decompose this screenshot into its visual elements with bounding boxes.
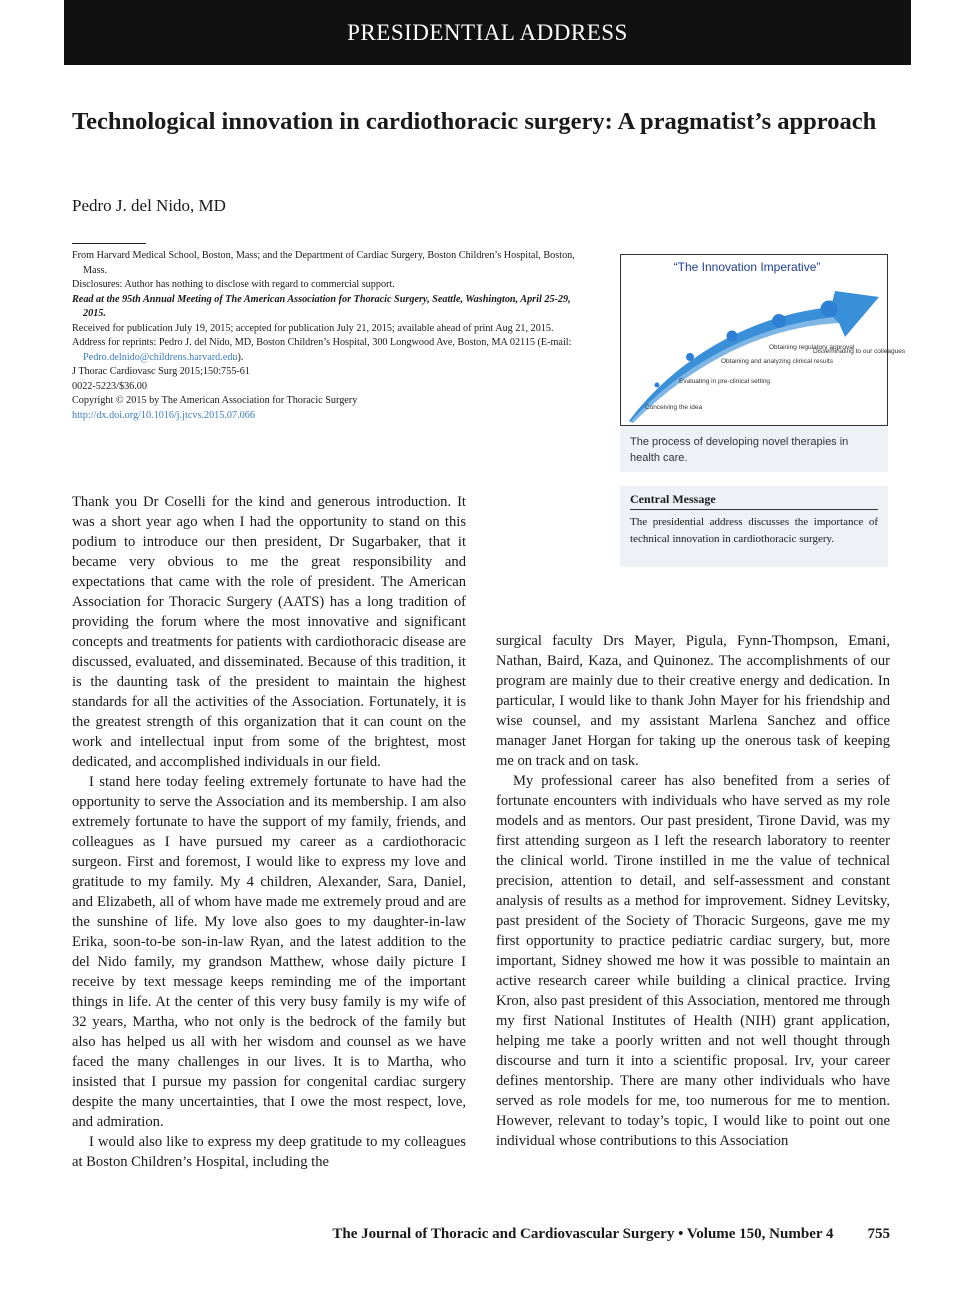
doi-link[interactable]: http://dx.doi.org/10.1016/j.jtcvs.2015.07.066 bbox=[72, 409, 255, 421]
stage-dot-1 bbox=[655, 383, 660, 388]
stage-dot-3 bbox=[727, 331, 738, 342]
footnotes bbox=[72, 249, 595, 423]
paragraph: I would also like to express my deep gratitude to my colleagues at Boston Children’s Hospital, including the bbox=[72, 1134, 466, 1170]
author-name: Pedro J. del Nido, MD bbox=[72, 196, 226, 215]
footnote-copyright: Copyright © 2015 by The American Association for Thoracic Surgery bbox=[72, 395, 358, 406]
footnote-disclosures: Disclosures: Author has nothing to disclose with regard to commercial support. bbox=[72, 279, 395, 290]
footnote-citation: J Thorac Cardiovasc Surg 2015;150:755-61 bbox=[72, 366, 250, 377]
section-label: PRESIDENTIAL ADDRESS bbox=[347, 19, 628, 45]
article-title: Technological innovation in cardiothoracic surgery: A pragmatist’s approach bbox=[72, 108, 877, 135]
central-message-body: The presidential address discusses the importance of technical innovation in cardiothoracic surgery. bbox=[630, 516, 878, 545]
stage-dot-5 bbox=[821, 301, 838, 318]
footnote-received: Received for publication July 19, 2015; accepted for publication July 21, 2015; available ahead of print Aug 21, 2015. bbox=[72, 322, 554, 334]
figure-title: “The Innovation Imperative” bbox=[673, 260, 821, 274]
paragraph: Thank you Dr Coselli for the kind and generous introduction. It was a short year ago when I had the opportunity to stand on this podium to introduce our then president, Dr Sugarbaker, that it became very obvious to me the great responsibility and expectations that came with the role of president. The American Association for Thoracic Surgery (AATS) has a long tradition of providing the forum where the most innovative and significant concepts and treatments for patients with cardiothoracic disease are discussed, evaluated, and disseminated. Because of this tradition, it is the daunting task of the president to maintain the highest standards for all the activities of the Association. Fortunately, it is the greatest strength of this organization that it can count on the work and intellectual input from some of the brightest, most dedicated, and accomplished individuals in our field. bbox=[72, 494, 466, 770]
journal-info: The Journal of Thoracic and Cardiovascular Surgery • Volume 150, Number 4 bbox=[332, 1226, 834, 1242]
address-end: ). bbox=[237, 351, 244, 363]
paragraph: My professional career has also benefited from a series of fortunate encounters with individuals who have served as my role models and as mentors. Our past president, Tirone David, was my first attending surgeon as I left the research laboratory to reenter the clinical world. Tirone instilled in me the value of technical precision, attention to detail, and self-assessment and constant analysis of results as a method for improvement. Sidney Levitsky, past president of the Society of Thoracic Surgeons, gave me my first opportunity to practice pediatric cardiac surgery, but, more important, Sidney showed me how it was possible to maintain an active research career while building a clinical practice. Irving Kron, also past president of this Association, mentored me through my first National Institutes of Health (NIH) grant application, helping me take a poorly written and not well thought through discourse and turn it into a scientific proposal. Irv, your career defines mentorship. There are many other individuals who have served as role models for me, too numerous for me to mention. However, relevant to today’s topic, I would like to point out one individual whose contributions to this Association bbox=[496, 773, 890, 1149]
footnote-affiliation: From Harvard Medical School, Boston, Mass; and the Department of Cardiac Surgery, Boston Children’s Hospital, Boston, Mass. bbox=[72, 250, 575, 276]
footnote-rule bbox=[72, 243, 146, 244]
figure-caption: The process of developing novel therapies in health care. bbox=[620, 426, 888, 472]
central-message-box bbox=[620, 486, 888, 567]
page-number: 755 bbox=[867, 1226, 890, 1242]
email-link[interactable]: Pedro.delnido@childrens.harvard.edu bbox=[83, 351, 238, 363]
stage-dot-4 bbox=[772, 314, 786, 328]
stage-label-2: Evaluating in pre-clinical setting bbox=[679, 378, 771, 385]
page-footer bbox=[0, 1226, 890, 1243]
address-text: Address for reprints: Pedro J. del Nido, MD, Boston Children’s Hospital, 300 Longwood Ave, Boston, MA 02115 (E-mail: bbox=[72, 337, 572, 348]
stage-label-1: Conceiving the idea bbox=[645, 404, 703, 411]
central-message-heading: Central Message bbox=[630, 492, 878, 510]
innovation-figure bbox=[620, 254, 906, 426]
body-column-right bbox=[496, 631, 890, 1151]
stage-label-5: Disseminating to our colleagues bbox=[813, 348, 906, 355]
innovation-diagram bbox=[621, 255, 906, 425]
footnote-meeting: Read at the 95th Annual Meeting of The American Association for Thoracic Surgery, Seattle, Washington, April 25-29, 2015. bbox=[72, 293, 571, 319]
stage-label-3: Obtaining and analyzing clinical results bbox=[721, 358, 834, 365]
stage-dot-2 bbox=[686, 353, 694, 361]
paragraph: surgical faculty Drs Mayer, Pigula, Fynn-Thompson, Emani, Nathan, Baird, Kaza, and Quinonez. The accomplishments of our program are mainly due to their creative energy and dedication. In particular, I would like to thank John Mayer for his friendship and wise counsel, and my assistant Marlena Sanchez and office manager Janet Horgan for taking up the onerous task of keeping me on track and on task. bbox=[496, 633, 890, 769]
footnote-address bbox=[72, 336, 595, 365]
body-column-left bbox=[72, 492, 466, 1172]
stage-label-4: Obtaining regulatory approval bbox=[769, 344, 855, 351]
footnote-issn: 0022-5223/$36.00 bbox=[72, 380, 147, 392]
section-banner bbox=[64, 0, 911, 65]
paragraph: I stand here today feeling extremely fortunate to have had the opportunity to serve the Association and its membership. I am also extremely fortunate to have the support of my family, friends, and colleagues as I have pursued my career as a cardiothoracic surgeon. First and foremost, I would like to express my love and gratitude to my family. My 4 children, Alexander, Sara, Daniel, and Elizabeth, all of whom have made me extremely proud and are the sunshine of life. My love also goes to my daughter-in-law Erika, soon-to-be son-in-law Ryan, and the latest addition to the del Nido family, my grandson Matthew, whose daily picture I receive by text message keeps reminding me of the important things in life. At the center of this very busy family is my wife of 32 years, Martha, who not only is the bedrock of the family but also has helped us all with her wisdom and counsel as we have faced the many challenges in our lives. It is to Martha, who insisted that I pursue my passion for congenital cardiac surgery despite the many uncertainties, that I owe the most respect, love, and admiration. bbox=[72, 774, 466, 1130]
